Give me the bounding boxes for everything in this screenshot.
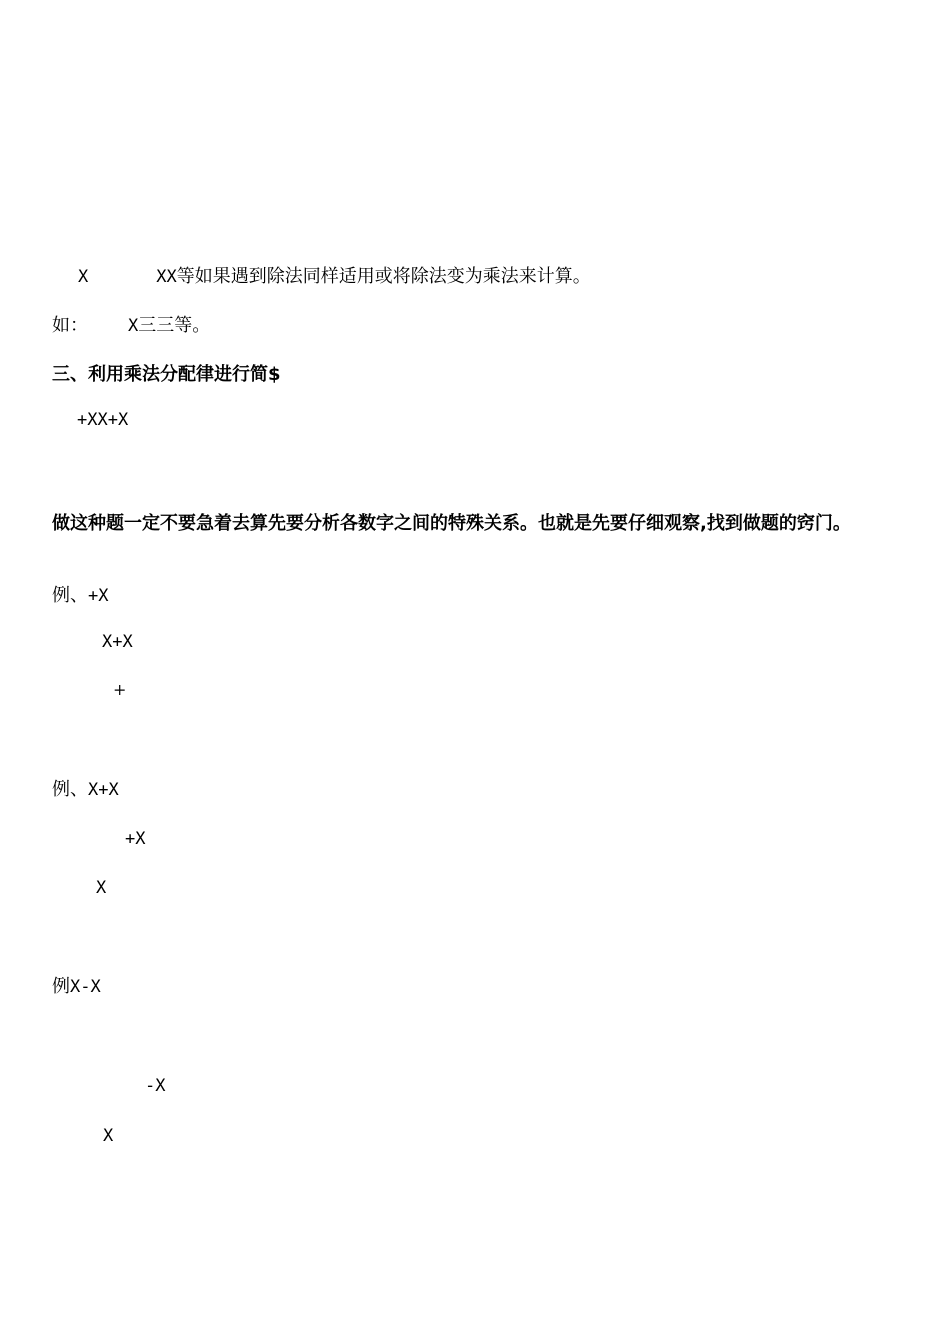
example-expression: +X — [88, 586, 109, 606]
text-etc: 三三等。 — [138, 315, 211, 336]
example-label: 例、 — [52, 585, 88, 606]
example-expression: X+X — [88, 780, 119, 800]
example-expression: X-X — [70, 977, 101, 997]
example-1 — [52, 585, 108, 607]
formula-line: +XX+X — [77, 410, 129, 430]
variable-x: X — [78, 267, 89, 287]
example-2 — [52, 779, 119, 801]
text-division-note: 等如果遇到除法同样适用或将除法变为乘法来计算。 — [176, 266, 591, 287]
example-3 — [52, 976, 101, 998]
example-1-step-2: + — [113, 680, 127, 699]
example-3-step-2: X — [103, 1126, 114, 1146]
bold-paragraph: 做这种题一定不要急着去算先要分析各数字之间的特殊关系。也就是先要仔细观察,找到做题的窍门。 — [52, 513, 851, 534]
example-1-step-1: X+X — [102, 632, 133, 652]
example-label: 例、 — [52, 779, 88, 800]
text-line-2 — [52, 315, 210, 337]
text-example-prefix: 如： — [52, 315, 88, 336]
example-2-step-2: X — [96, 878, 107, 898]
section-heading: 三、利用乘法分配律进行简$ — [52, 364, 281, 385]
variable-xx: XX — [156, 267, 177, 287]
variable-x: X — [128, 316, 139, 336]
text-line-1 — [78, 266, 591, 288]
example-3-step-1: -X — [145, 1076, 166, 1096]
example-label: 例 — [52, 976, 70, 997]
example-2-step-1: +X — [125, 829, 146, 849]
